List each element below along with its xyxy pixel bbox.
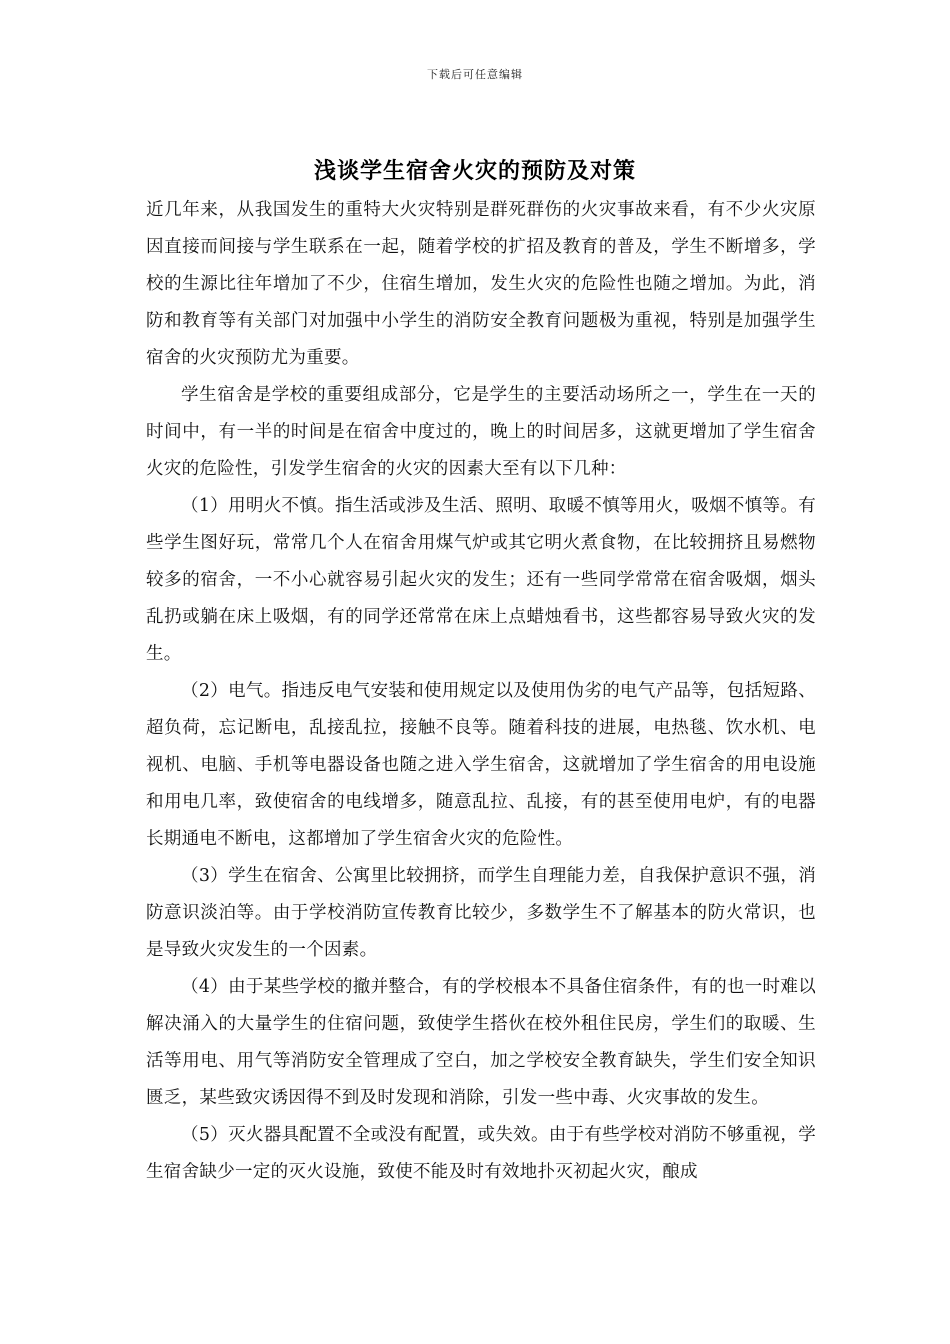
paragraph-cause-crowding: （3）学生在宿舍、公寓里比较拥挤，而学生自理能力差，自我保护意识不强，消防意识淡泊等。由于学校消防宣传教育比较少，多数学生不了解基本的防火常识，也是导致火灾发生的一个因素。 bbox=[146, 866, 816, 960]
document-title: 浅谈学生宿舍火灾的预防及对策 bbox=[313, 159, 636, 184]
paragraph-dormitory-risk: 学生宿舍是学校的重要组成部分，它是学生的主要活动场所之一，学生在一天的时间中，有一半的时间是在宿舍中度过的，晚上的时间居多，这就更增加了学生宿舍火灾的危险性，引发学生宿舍的火灾的因素大至有以下几种： bbox=[146, 385, 816, 479]
paragraph-cause-open-flame: （1）用明火不慎。指生活或涉及生活、照明、取暖不慎等用火，吸烟不慎等。有些学生图好玩，常常几个人在宿舍用煤气炉或其它明火煮食物，在比较拥挤且易燃物较多的宿舍，一不小心就容易引起火灾的发生；还有一些同学常常在宿舍吸烟，烟头乱扔或躺在床上吸烟，有的同学还常常在床上点蜡烛看书，这些都容易导致火灾的发生。 bbox=[146, 496, 816, 664]
document-body bbox=[146, 192, 816, 1191]
paragraph-cause-extinguishers: （5）灭火器具配置不全或没有配置，或失效。由于有些学校对消防不够重视，学生宿舍缺少一定的灭火设施，致使不能及时有效地扑灭初起火灾，酿成 bbox=[146, 1125, 816, 1182]
paragraph-cause-off-campus-housing: （4）由于某些学校的撤并整合，有的学校根本不具备住宿条件，有的也一时难以解决涌入的大量学生的住宿问题，致使学生搭伙在校外租住民房，学生们的取暖、生活等用电、用气等消防安全管理成了空白，加之学校安全教育缺失，学生们安全知识匮乏，某些致灾诱因得不到及时发现和消除，引发一些中毒、火灾事故的发生。 bbox=[146, 977, 816, 1108]
paragraph-cause-electrical: （2）电气。指违反电气安装和使用规定以及使用伪劣的电气产品等，包括短路、超负荷，忘记断电，乱接乱拉，接触不良等。随着科技的进展，电热毯、饮水机、电视机、电脑、手机等电器设备也随之进入学生宿舍，这就增加了学生宿舍的用电设施和用电几率，致使宿舍的电线增多，随意乱拉、乱接，有的甚至使用电炉，有的电器长期通电不断电，这都增加了学生宿舍火灾的危险性。 bbox=[146, 681, 816, 849]
header-note: 下载后可任意编辑 bbox=[427, 68, 523, 81]
paragraph-intro: 近几年来，从我国发生的重特大火灾特别是群死群伤的火灾事故来看，有不少火灾原因直接而间接与学生联系在一起，随着学校的扩招及教育的普及，学生不断增多，学校的生源比往年增加了不少，住宿生增加，发生火灾的危险性也随之增加。为此，消防和教育等有关部门对加强中小学生的消防安全教育问题极为重视，特别是加强学生宿舍的火灾预防尤为重要。 bbox=[146, 200, 816, 368]
